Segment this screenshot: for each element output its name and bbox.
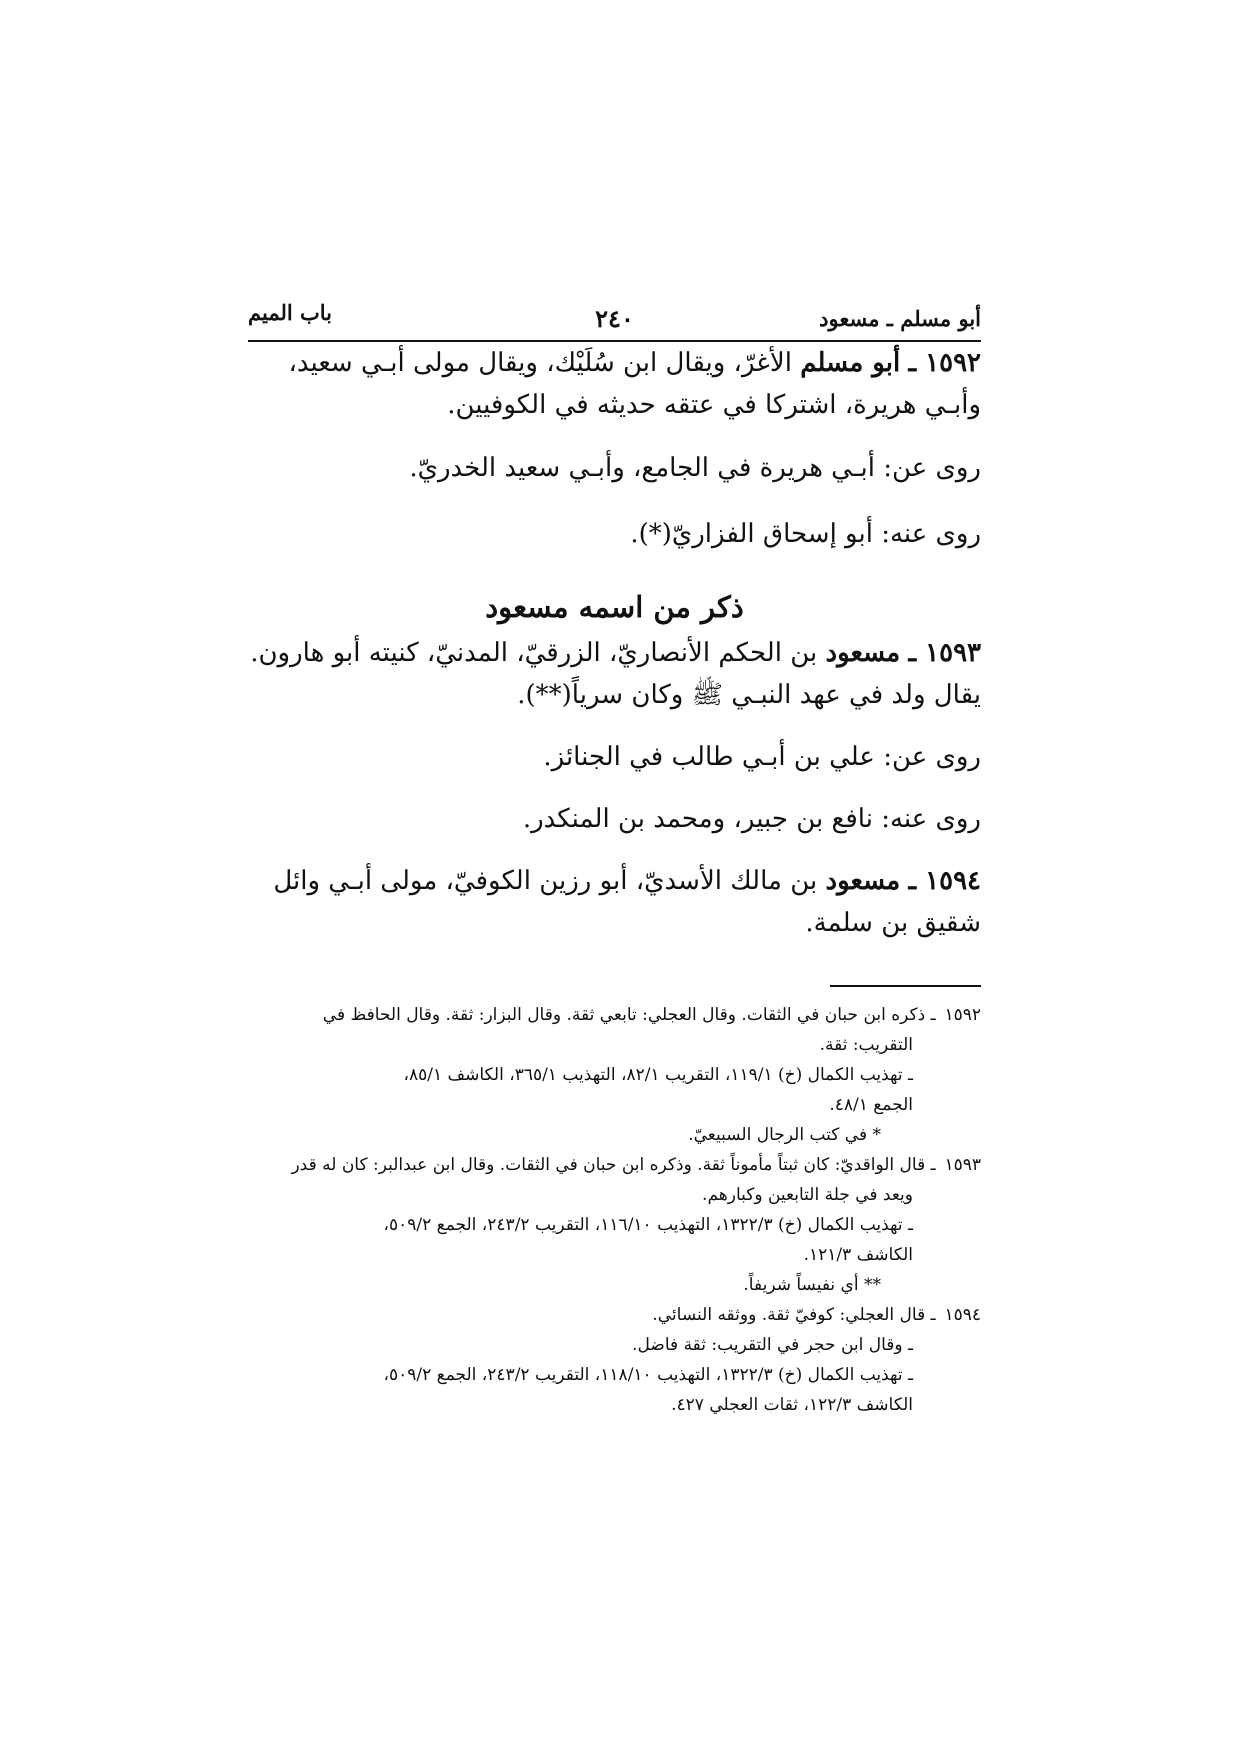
footnote-1594-text4: الكاشف ١٢٢/٣، ثقات العجلي ٤٢٧. xyxy=(671,1395,913,1415)
entry-1594-text1: بن مالك الأسديّ، أبو رزين الكوفيّ، مولى أبـي وائل xyxy=(273,866,818,896)
entry-1593-text1: بن الحكم الأنصاريّ، الزرقيّ، المدنيّ، كنيته أبو هارون. xyxy=(250,638,818,668)
entry-1592-text1: الأغرّ، ويقال ابن سُلَيْك، ويقال مولى أبـي سعيد، xyxy=(288,348,792,378)
footnote-1594-text2: ـ وقال ابن حجر في التقريب: ثقة فاضل. xyxy=(632,1335,913,1355)
entry-1593 xyxy=(248,632,981,716)
entry-1592-text2: وأبـي هريرة، اشتركا في عتقه حديثه في الكوفيين. xyxy=(447,390,981,420)
entry-1594 xyxy=(248,860,981,944)
footnote-1592-number: ١٥٩٢ xyxy=(944,1005,981,1025)
entry-1592-number: ١٥٩٢ ـ xyxy=(908,348,981,378)
entry-1593-name: مسعود xyxy=(825,638,901,668)
footnote-1594 xyxy=(248,1300,981,1420)
entry-1593-line1 xyxy=(248,632,981,674)
footnote-1592-note: * في كتب الرجال السبيعيّ. xyxy=(688,1125,881,1145)
chapter-title: باب الميم xyxy=(248,300,333,325)
entry-1594-name: مسعود xyxy=(825,866,901,896)
entry-1592-rawa-an: روى عن: أبـي هريرة في الجامع، وأبـي سعيد الخدريّ. xyxy=(409,453,981,483)
footnote-1592-text2: التقريب: ثقة. xyxy=(819,1035,913,1055)
page-header xyxy=(248,300,981,340)
footnote-1593-note: ** أي نفيساً شريفاً. xyxy=(743,1275,881,1295)
entry-1592 xyxy=(248,342,981,426)
footnote-1593-text3: ـ تهذيب الكمال (خ) ١٣٢٢/٣، التهذيب ١١٦/١٠، التقريب ٢٤٣/٢، الجمع ٥٠٩/٢، xyxy=(383,1215,913,1235)
footnote-1594-line1 xyxy=(248,1300,981,1330)
entry-1594-number: ١٥٩٤ ـ xyxy=(908,866,981,896)
footnote-1593-number: ١٥٩٣ xyxy=(944,1155,981,1175)
entry-1594-text2: شقيق بن سلمة. xyxy=(805,908,981,938)
footnote-1593 xyxy=(248,1150,981,1300)
entry-1593-rawa-an: روى عن: علي بن أبـي طالب في الجنائز. xyxy=(543,742,981,772)
footnote-1593-text2: ويعد في جلة التابعين وكبارهم. xyxy=(702,1185,913,1205)
footnote-1594-text1: ـ قال العجلي: كوفيّ ثقة. ووثقه النسائي. xyxy=(652,1305,936,1325)
section-heading: ذكر من اسمه مسعود xyxy=(485,590,744,624)
entry-1594-line1 xyxy=(248,860,981,902)
footnote-1592-text1: ـ ذكره ابن حبان في الثقات. وقال العجلي: تابعي ثقة. وقال البزار: ثقة. وقال الحافظ في xyxy=(322,1005,936,1025)
entry-1593-text2: يقال ولد في عهد النبـي ﷺ وكان سرياً(**). xyxy=(517,680,981,710)
entry-1593-number: ١٥٩٣ ـ xyxy=(908,638,981,668)
entry-1592-line1 xyxy=(248,342,981,384)
footnote-1592-text4: الجمع ٤٨/١. xyxy=(829,1095,913,1115)
footnote-1594-number: ١٥٩٤ xyxy=(944,1305,981,1325)
footnote-1593-text4: الكاشف ١٢١/٣. xyxy=(803,1245,913,1265)
page-number: ٢٤٠ xyxy=(595,304,634,333)
entry-1593-rawa-anhu: روى عنه: نافع بن جبير، ومحمد بن المنكدر. xyxy=(522,804,981,834)
footnote-1593-line1 xyxy=(248,1150,981,1180)
footnote-1594-text3: ـ تهذيب الكمال (خ) ١٣٢٢/٣، التهذيب ١١٨/١٠، التقريب ٢٤٣/٢، الجمع ٥٠٩/٢، xyxy=(383,1365,913,1385)
entry-1592-name: أبو مسلم xyxy=(800,348,901,378)
footnote-1592 xyxy=(248,1000,981,1150)
running-title: أبو مسلم ـ مسعود xyxy=(819,306,981,331)
footnote-1592-line1 xyxy=(248,1000,981,1030)
entry-1592-rawa-anhu: روى عنه: أبو إسحاق الفزاريّ(*). xyxy=(630,519,981,549)
footnote-separator xyxy=(830,985,981,987)
footnote-1592-text3: ـ تهذيب الكمال (خ) ١١٩/١، التقريب ٨٢/١، التهذيب ٣٦٥/١، الكاشف ٨٥/١، xyxy=(403,1065,913,1085)
footnote-1593-text1: ـ قال الواقديّ: كان ثبتاً مأموناً ثقة. وذكره ابن حبان في الثقات. وقال ابن عبدالبر: كان له قدر xyxy=(291,1155,936,1175)
